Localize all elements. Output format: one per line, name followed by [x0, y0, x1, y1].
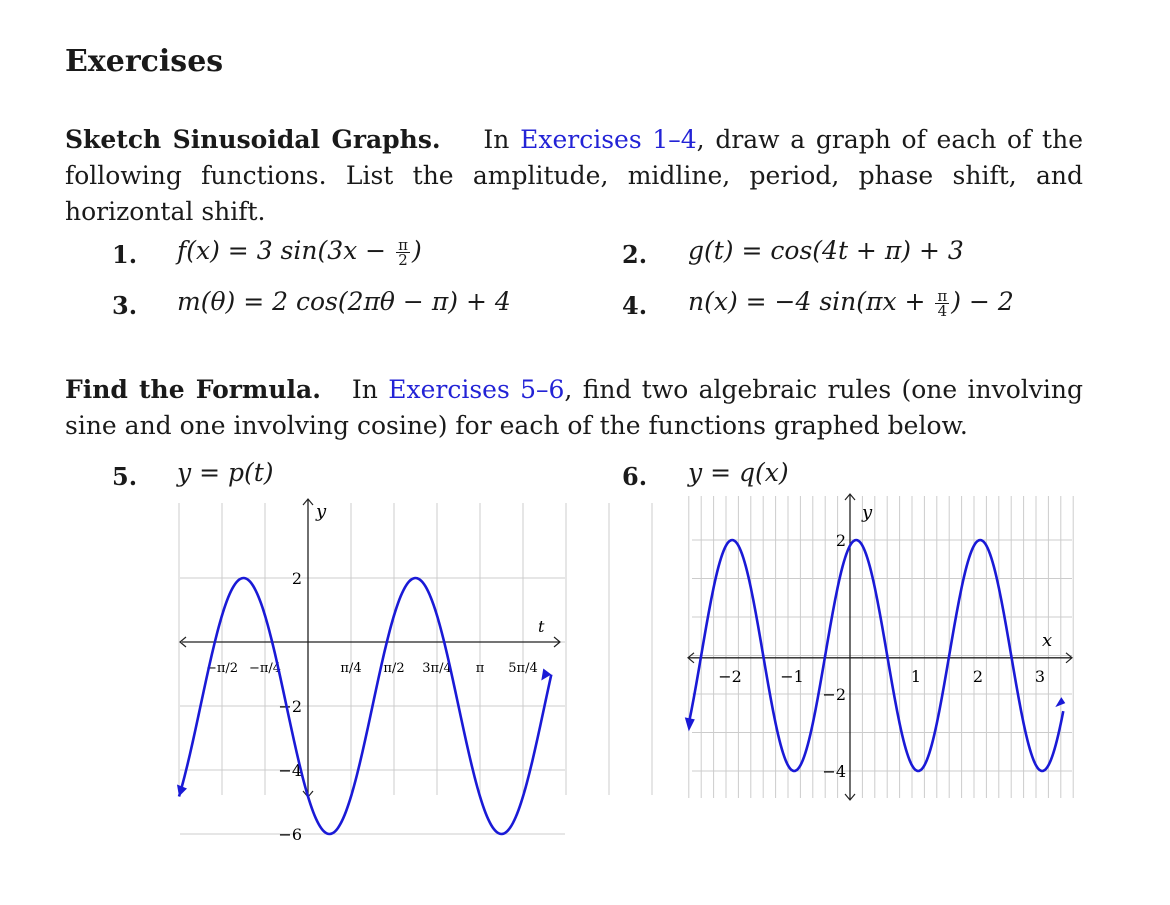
y-tick-label: 2 — [291, 569, 302, 588]
x-axis-label: t — [538, 617, 545, 636]
formula-text: n(x) = −4 sin(πx + — [688, 287, 934, 316]
y-axis-label: y — [862, 502, 873, 523]
arrow-icon — [1055, 697, 1065, 707]
y-tick-label: −2 — [822, 685, 846, 704]
graph-label: y = q(x) — [688, 458, 789, 487]
exercise-number: 4. — [622, 291, 648, 320]
exercises-link[interactable]: Exercises 5–6 — [388, 375, 565, 404]
formula-text: ) − 2 — [951, 287, 1014, 316]
intro-text: In — [483, 125, 510, 154]
page-heading: Exercises — [65, 44, 224, 79]
intro-text: , draw a graph of each of the following functions. List the amplitude, midline, period, phase shift, and horizontal shift. — [65, 125, 1083, 226]
graph-p-of-t — [170, 495, 580, 844]
arrow-icon — [685, 717, 695, 731]
formula-text: f(x) = 3 sin(3x − — [177, 236, 395, 265]
intro-text: , find two algebraic rules (one involving sine and one involving cosine) for each of the functions graphed below. — [65, 375, 1083, 440]
intro-text: In — [351, 375, 378, 404]
frac-numerator: π — [937, 287, 948, 305]
x-tick-label: 5π/4 — [508, 661, 538, 676]
section-sketch-intro — [65, 122, 1083, 230]
graph-q-of-x — [680, 490, 1090, 810]
x-tick-label: −2 — [718, 666, 742, 686]
exercise-number: 6. — [622, 462, 648, 491]
y-tick-label: −4 — [822, 762, 846, 781]
x-tick-label: π/4 — [340, 661, 362, 676]
y-tick-label: −6 — [278, 825, 302, 844]
x-tick-label: π/2 — [383, 661, 405, 676]
y-tick-label: −4 — [278, 761, 302, 780]
exercises-link[interactable]: Exercises 1–4 — [520, 125, 697, 154]
exercise-formula — [177, 236, 422, 267]
x-tick-label: 3π/4 — [422, 661, 452, 676]
x-axis-label: x — [1042, 629, 1053, 651]
formula-text: ) — [411, 236, 422, 265]
graph-label: y = p(t) — [177, 458, 274, 487]
fraction — [935, 289, 949, 318]
fraction — [396, 238, 410, 267]
exercise-formula: m(θ) = 2 cos(2πθ − π) + 4 — [177, 287, 511, 316]
x-tick-label: π — [475, 661, 485, 676]
x-tick-label: −1 — [780, 666, 804, 686]
frac-denominator: 2 — [398, 251, 408, 269]
x-tick-label: 3 — [1034, 666, 1046, 686]
exercise-number: 2. — [622, 240, 648, 269]
x-tick-label: −π/4 — [248, 661, 282, 676]
y-tick-label: −2 — [278, 697, 302, 716]
x-tick-label: 2 — [972, 666, 984, 686]
x-tick-label: 1 — [910, 666, 922, 686]
y-tick-label: 2 — [835, 531, 846, 550]
section-title: Find the Formula. — [65, 375, 321, 404]
frac-numerator: π — [398, 236, 408, 254]
y-axis-label: y — [316, 501, 327, 522]
section-formula-intro — [65, 372, 1083, 444]
exercise-number: 3. — [112, 291, 138, 320]
exercise-formula — [688, 287, 1014, 318]
exercise-number: 5. — [112, 462, 138, 491]
exercise-formula: g(t) = cos(4t + π) + 3 — [688, 236, 964, 265]
exercise-number: 1. — [112, 240, 138, 269]
frac-denominator: 4 — [937, 302, 948, 320]
section-title: Sketch Sinusoidal Graphs. — [65, 125, 441, 154]
x-tick-label: −π/2 — [205, 661, 239, 676]
